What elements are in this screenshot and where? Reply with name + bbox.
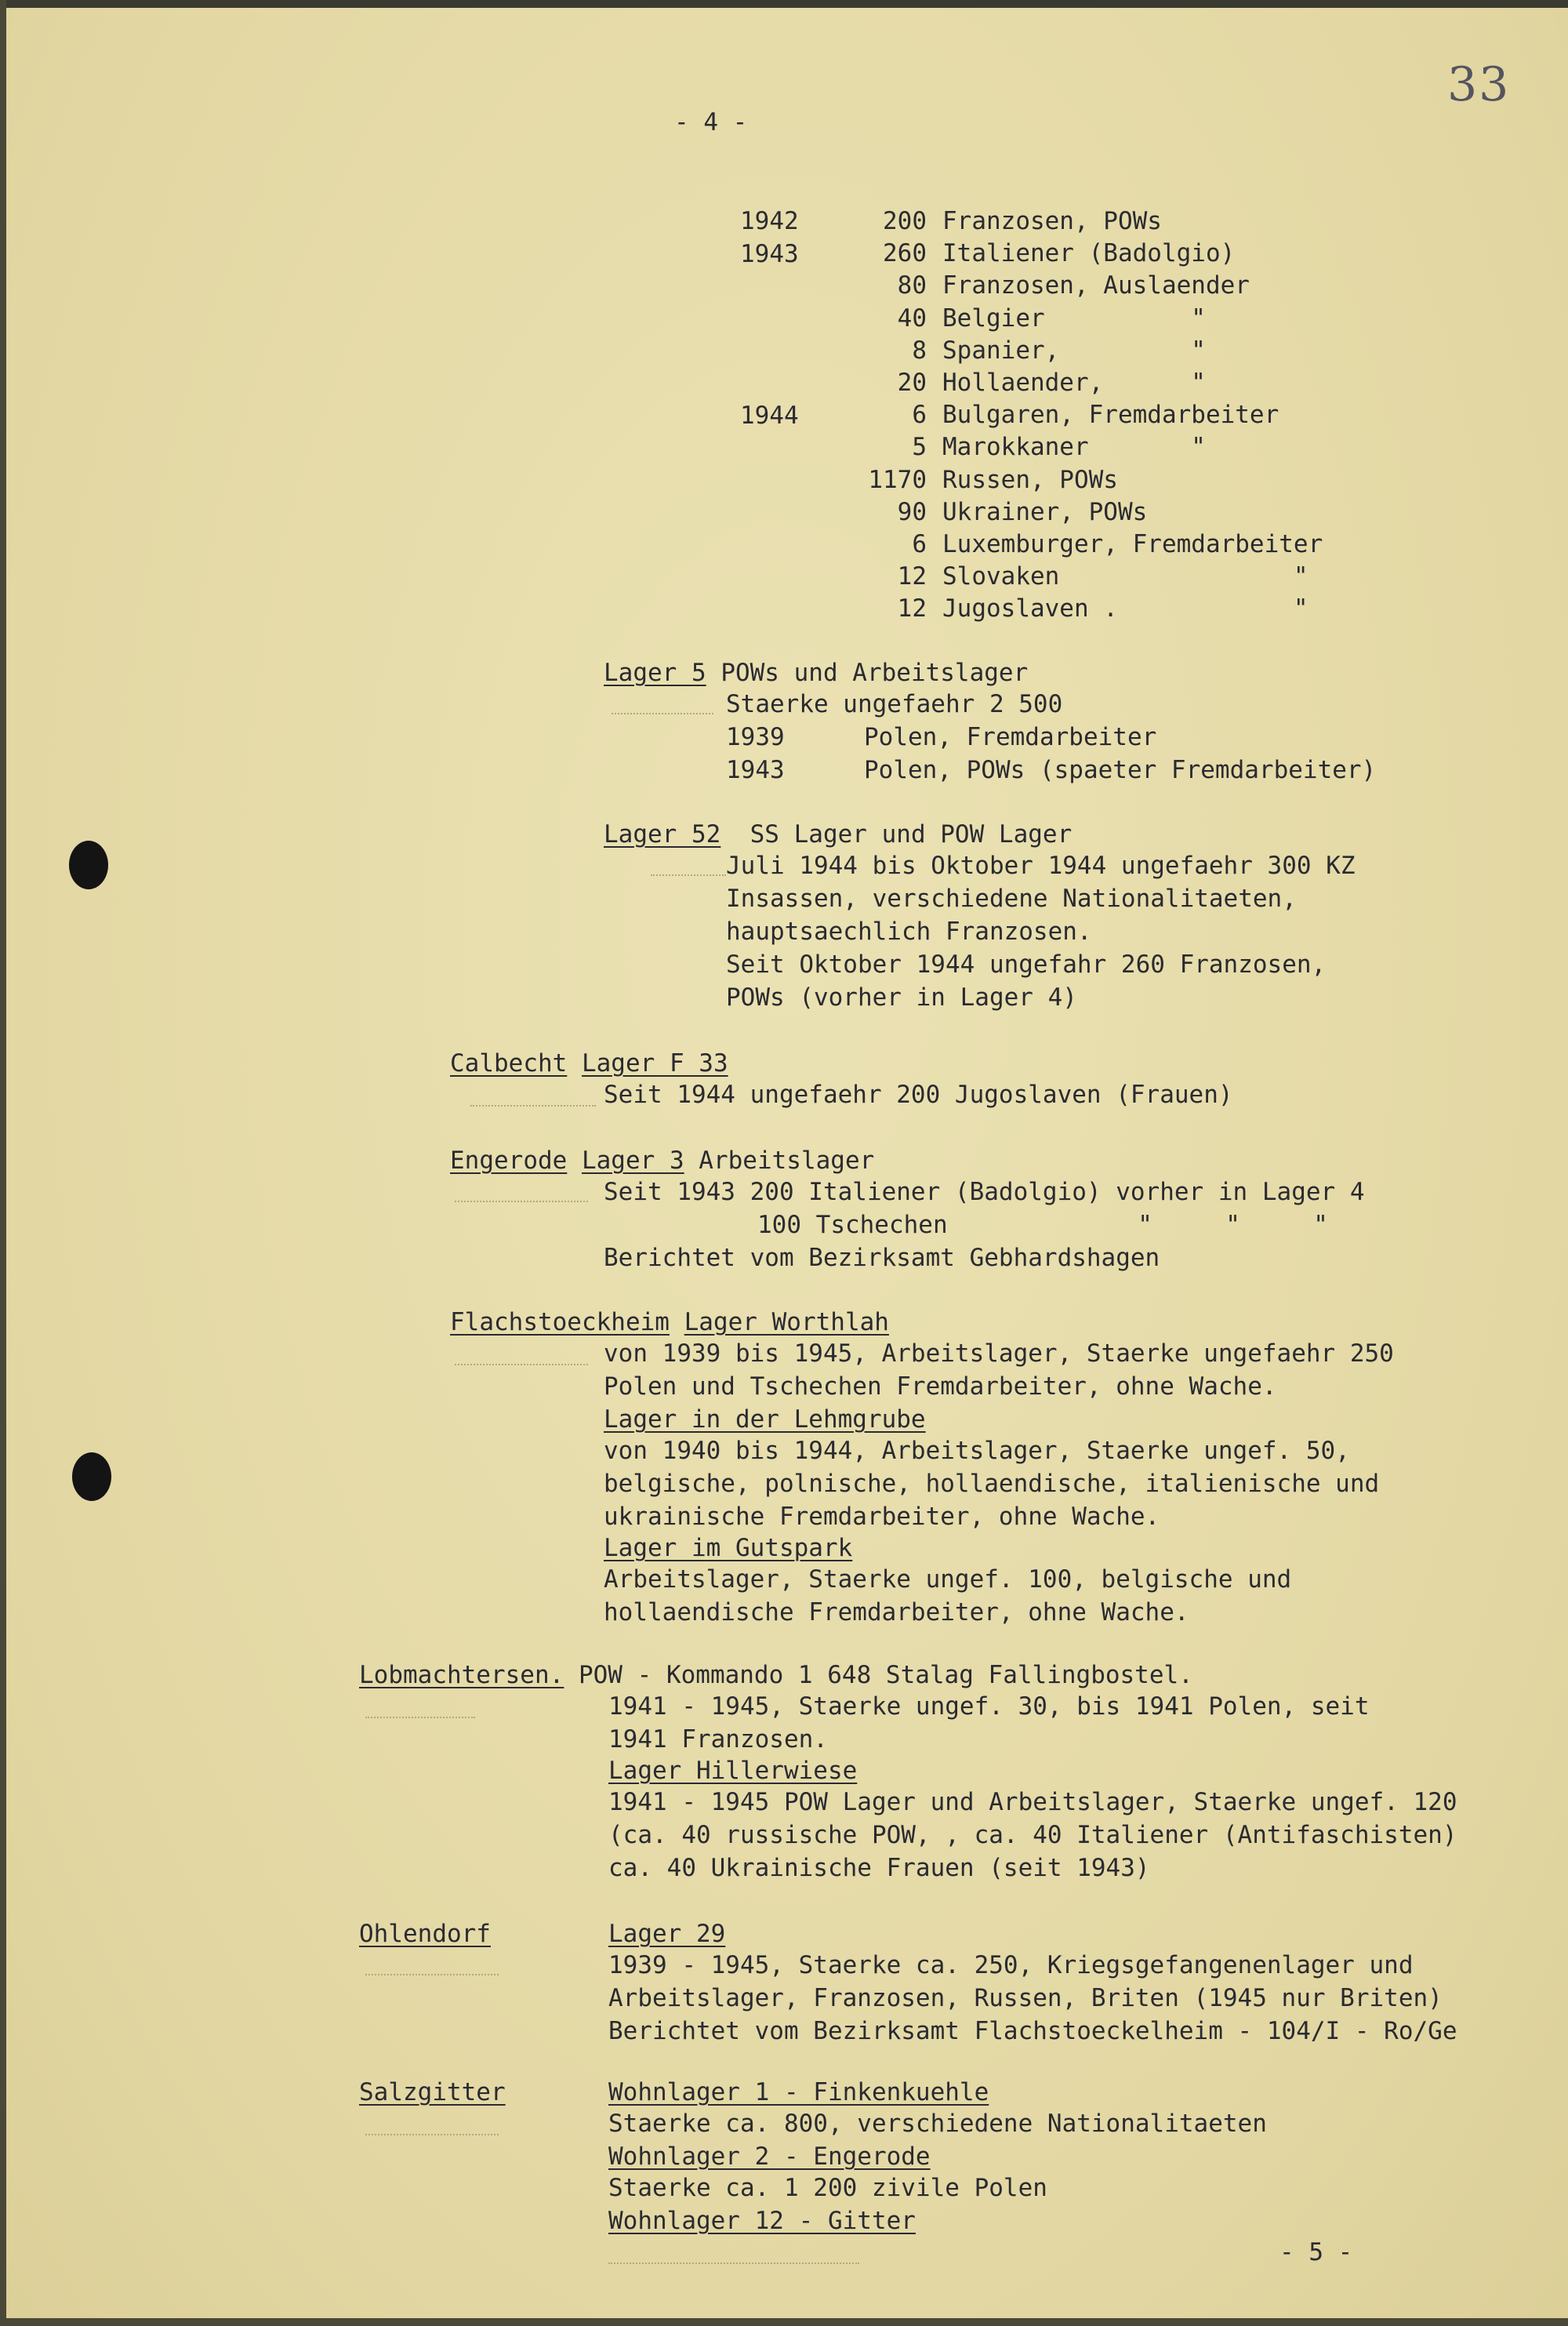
- ohlendorf-line: Berichtet vom Bezirksamt Flachstoeckelheim - 104/I - Ro/Ge: [608, 2017, 1457, 2045]
- lobmachtersen-line: (ca. 40 russische POW, , ca. 40 Italiener (Antifaschisten): [608, 1821, 1457, 1849]
- lager5-heading: Lager 5: [604, 659, 706, 687]
- intro-text: Belgier ": [942, 304, 1206, 333]
- intro-text: Marokkaner ": [942, 433, 1206, 461]
- table-row: 1943: [740, 240, 799, 268]
- intro-count: 12: [897, 594, 927, 623]
- calbecht-heading-line: [450, 1048, 728, 1080]
- ohlendorf-line: 1939 - 1945, Staerke ca. 250, Kriegsgefangenenlager und: [608, 1951, 1414, 1979]
- intro-count: 1170: [868, 466, 927, 494]
- salzgitter-sub-heading: Wohnlager 1 - Finkenkuehle: [608, 2078, 989, 2106]
- intro-text: Franzosen, Auslaender: [942, 271, 1250, 300]
- lager5-year-1939: 1939: [726, 723, 785, 751]
- footer-marker: - 5 -: [1279, 2238, 1353, 2266]
- intro-text: Hollaender, ": [942, 369, 1206, 397]
- salzgitter-line: Staerke ca. 800, verschiedene Nationalitaeten: [608, 2110, 1267, 2138]
- calbecht-place: Calbecht: [450, 1049, 568, 1078]
- engerode-place: Engerode: [450, 1147, 568, 1175]
- intro-text: Franzosen, POWs: [942, 207, 1162, 235]
- scan-edge-left: [0, 0, 6, 2326]
- dotted-leader: [365, 2133, 499, 2135]
- flachstoeckheim-place: Flachstoeckheim: [450, 1308, 670, 1336]
- lobmachtersen-line: 1941 - 1945, Staerke ungef. 30, bis 1941 Polen, seit: [608, 1692, 1370, 1721]
- flachstoeckheim-line: Arbeitslager, Staerke ungef. 100, belgische und: [604, 1565, 1292, 1594]
- intro-count: 6: [912, 401, 927, 429]
- dotted-leader: [651, 874, 726, 876]
- intro-count: 260: [883, 239, 927, 267]
- calbecht-line: Seit 1944 ungefaehr 200 Jugoslaven (Frauen): [604, 1081, 1233, 1109]
- dotted-leader: [470, 1104, 596, 1107]
- flachstoeckheim-sub-heading: Lager in der Lehmgrube: [604, 1405, 926, 1434]
- salzgitter-place: Salzgitter: [359, 2078, 506, 2106]
- lobmachtersen-line: 1941 Franzosen.: [608, 1725, 828, 1754]
- intro-count: 80: [897, 271, 927, 300]
- intro-count: 200: [883, 207, 927, 235]
- intro-count: 90: [897, 498, 927, 526]
- lager52-line: Juli 1944 bis Oktober 1944 ungefaehr 300 KZ: [726, 852, 1356, 880]
- scan-edge-top: [0, 0, 1568, 8]
- lager5-text-1939: Polen, Fremdarbeiter: [864, 723, 1157, 751]
- flachstoeckheim-line: Polen und Tschechen Fremdarbeiter, ohne Wache.: [604, 1372, 1277, 1401]
- salzgitter-line: Staerke ca. 1 200 zivile Polen: [608, 2174, 1047, 2202]
- lobmachtersen-line: ca. 40 Ukrainische Frauen (seit 1943): [608, 1854, 1150, 1882]
- engerode-heading: Lager 3: [581, 1147, 684, 1175]
- intro-text: Spanier, ": [942, 336, 1206, 365]
- lager5-year-1943: 1943: [726, 756, 785, 784]
- flachstoeckheim-line: von 1940 bis 1944, Arbeitslager, Staerke ungef. 50,: [604, 1437, 1350, 1465]
- flachstoeckheim-line: hollaendische Fremdarbeiter, ohne Wache.: [604, 1598, 1189, 1626]
- page-marker: - 4 -: [674, 108, 748, 136]
- intro-text: Russen, POWs: [942, 466, 1118, 494]
- dotted-leader: [365, 1716, 475, 1718]
- engerode-line: Berichtet vom Bezirksamt Gebhardshagen: [604, 1244, 1160, 1272]
- punch-hole-upper: [69, 841, 108, 889]
- flachstoeckheim-line: ukrainische Fremdarbeiter, ohne Wache.: [604, 1503, 1160, 1531]
- intro-text: Ukrainer, POWs: [942, 498, 1148, 526]
- intro-text: Slovaken ": [942, 562, 1308, 591]
- table-row: 1944: [740, 402, 799, 430]
- lager52-line: POWs (vorher in Lager 4): [726, 983, 1077, 1012]
- handwritten-page-number: 33: [1447, 57, 1511, 112]
- table-row: 1942: [740, 207, 799, 235]
- flachstoeckheim-line: von 1939 bis 1945, Arbeitslager, Staerke ungefaehr 250: [604, 1339, 1394, 1368]
- scan-edge-bottom: [0, 2318, 1568, 2326]
- intro-text: Bulgaren, Fremdarbeiter: [942, 401, 1279, 429]
- intro-count: 20: [897, 369, 927, 397]
- dotted-leader: [455, 1200, 588, 1202]
- intro-count: 5: [912, 433, 927, 461]
- engerode-line: Seit 1943 200 Italiener (Badolgio) vorher in Lager 4: [604, 1178, 1365, 1206]
- dotted-leader: [365, 1973, 499, 1975]
- intro-count: 40: [897, 304, 927, 333]
- lager52-line: Insassen, verschiedene Nationalitaeten,: [726, 885, 1297, 913]
- punch-hole-lower: [72, 1452, 111, 1501]
- flachstoeckheim-sub-heading: Lager im Gutspark: [604, 1534, 853, 1562]
- lobmachtersen-sub-heading: Lager Hillerwiese: [608, 1757, 858, 1785]
- lobmachtersen-line: 1941 - 1945 POW Lager und Arbeitslager, Staerke ungef. 120: [608, 1788, 1457, 1816]
- lobmachtersen-place: Lobmachtersen.: [359, 1661, 564, 1689]
- lager52-heading: Lager 52: [604, 820, 721, 849]
- lobmachtersen-heading-line: Lobmachtersen. POW - Kommando 1 648 Stalag Fallingbostel.: [359, 1661, 1193, 1689]
- dotted-leader: [455, 1363, 588, 1365]
- ohlendorf-place: Ohlendorf: [359, 1920, 491, 1948]
- ohlendorf-heading: Lager 29: [608, 1920, 726, 1948]
- calbecht-heading: Lager F 33: [581, 1049, 728, 1078]
- ohlendorf-line: Arbeitslager, Franzosen, Russen, Briten (1945 nur Briten): [608, 1984, 1443, 2012]
- lager52-line: hauptsaechlich Franzosen.: [726, 918, 1092, 946]
- engerode-heading-line: Engerode Lager 3 Arbeitslager: [450, 1147, 875, 1175]
- intro-text: Luxemburger, Fremdarbeiter: [942, 530, 1323, 558]
- flachstoeckheim-line: belgische, polnische, hollaendische, italienische und: [604, 1470, 1380, 1498]
- flachstoeckheim-heading-line: [450, 1307, 889, 1339]
- lager5-text-1943: Polen, POWs (spaeter Fremdarbeiter): [864, 756, 1377, 784]
- flachstoeckheim-heading: Lager Worthlah: [684, 1308, 889, 1336]
- lager5-heading-line: Lager 5 POWs und Arbeitslager: [604, 659, 1029, 687]
- intro-count: 8: [912, 336, 927, 365]
- lager52-heading-line: Lager 52 SS Lager und POW Lager: [604, 820, 1073, 849]
- intro-count: 6: [912, 530, 927, 558]
- engerode-line: 100 Tschechen " " ": [757, 1211, 1328, 1239]
- intro-text: Jugoslaven . ": [942, 594, 1308, 623]
- dotted-leader: [608, 2262, 859, 2264]
- lager52-line: Seit Oktober 1944 ungefahr 260 Franzosen,: [726, 950, 1327, 979]
- salzgitter-sub-heading: Wohnlager 12 - Gitter: [608, 2207, 916, 2235]
- lager5-strength: Staerke ungefaehr 2 500: [726, 690, 1063, 718]
- salzgitter-sub-heading: Wohnlager 2 - Engerode: [608, 2142, 931, 2171]
- intro-count: 12: [897, 562, 927, 591]
- intro-text: Italiener (Badolgio): [942, 239, 1236, 267]
- dotted-leader: [612, 712, 713, 714]
